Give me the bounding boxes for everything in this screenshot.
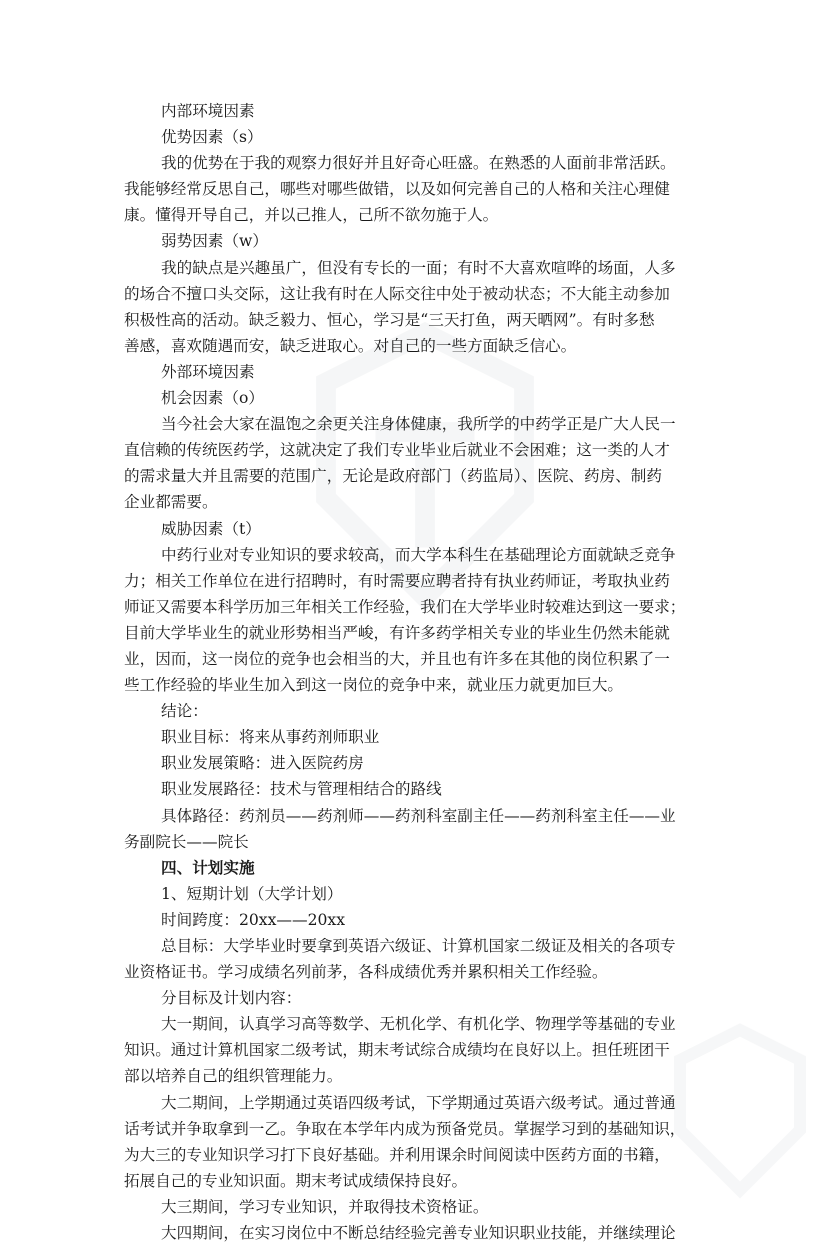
paragraph-line: 康。懂得开导自己，并以己推人，己所不欲勿施于人。 [124, 206, 499, 225]
overall-goal-line: 业资格证书。学习成绩名列前茅，各科成绩优秀并累积相关工作经验。 [124, 963, 608, 982]
career-strategy: 职业发展策略：进入医院药房 [161, 754, 364, 773]
paragraph-line: 我的缺点是兴趣虽广，但没有专长的一面；有时不大喜欢喧哗的场面，人多 [161, 258, 676, 277]
time-span: 时间跨度：20xx——20xx [161, 910, 346, 929]
paragraph-line: 目前大学毕业生的就业形势相当严峻，有许多药学相关专业的毕业生仍然未能就 [124, 623, 670, 642]
threats-heading: 威胁因素（t） [161, 519, 261, 538]
paragraph-line: 企业都需要。 [124, 493, 218, 512]
paragraph-line: 些工作经验的毕业生加入到这一岗位的竞争中来，就业压力就更加巨大。 [124, 676, 624, 695]
year3-line: 大三期间，学习专业知识，并取得技术资格证。 [161, 1197, 489, 1216]
paragraph-line: 的场合不擅口头交际，这让我有时在人际交往中处于被动状态；不大能主动参加 [124, 284, 670, 303]
year2-line: 为大三的专业知识学习打下良好基础。并利用课余时间阅读中医药方面的书籍， [124, 1145, 670, 1164]
external-heading: 外部环境因素 [161, 362, 255, 381]
strengths-heading: 优势因素（s） [161, 128, 263, 147]
opportunities-heading: 机会因素（o） [161, 389, 264, 408]
paragraph-line: 我的优势在于我的观察力很好并且好奇心旺盛。在熟悉的人面前非常活跃。 [161, 154, 676, 173]
paragraph-line: 我能够经常反思自己，哪些对哪些做错，以及如何完善自己的人格和关注心理健 [124, 180, 670, 199]
paragraph-line: 中药行业对专业知识的要求较高，而大学本科生在基础理论方面就缺乏竞争 [161, 545, 676, 564]
paragraph-line: 的需求量大并且需要的范围广，无论是政府部门（药监局）、医院、药房、制药 [124, 467, 662, 486]
year1-line: 知识。通过计算机国家二级考试，期末考试综合成绩均在良好以上。担任班团干 [124, 1041, 670, 1060]
section4-heading: 四、计划实施 [161, 858, 255, 877]
specific-path-line: 具体路径：药剂员——药剂师——药剂科室副主任——药剂科室主任——业 [161, 806, 676, 825]
weaknesses-heading: 弱势因素（w） [161, 232, 268, 251]
paragraph-line: 师证又需要本科学历加三年相关工作经验，我们在大学毕业时较难达到这一要求； [124, 597, 686, 616]
short-term-heading: 1、短期计划（大学计划） [161, 884, 343, 903]
year2-line: 话考试并争取拿到一乙。争取在本学年内成为预备党员。掌握学习到的基础知识， [124, 1119, 686, 1138]
paragraph-line: 积极性高的活动。缺乏毅力、恒心，学习是“三天打鱼，两天晒网”。有时多愁 [124, 310, 655, 329]
overall-goal-line: 总目标：大学毕业时要拿到英语六级证、计算机国家二级证及相关的各项专 [161, 937, 676, 955]
specific-path-line: 务副院长——院长 [124, 832, 249, 851]
career-path: 职业发展路径：技术与管理相结合的路线 [161, 780, 442, 799]
paragraph-line: 力；相关工作单位在进行招聘时，有时需要应聘者持有执业药师证，考取执业药 [124, 571, 670, 590]
year1-line: 部以培养自己的组织管理能力。 [124, 1067, 343, 1086]
year1-line: 大一期间，认真学习高等数学、无机化学、有机化学、物理学等基础的专业 [161, 1015, 676, 1034]
conclusion-heading: 结论： [161, 702, 208, 721]
career-goal: 职业目标：将来从事药剂师职业 [161, 728, 380, 747]
paragraph-line: 业，因而，这一岗位的竞争也会相当的大，并且也有许多在其他的岗位积累了一 [124, 649, 670, 668]
year4-line: 大四期间，在实习岗位中不断总结经验完善专业知识职业技能，并继续理论 [161, 1224, 676, 1243]
year2-line: 大二期间，上学期通过英语四级考试，下学期通过英语六级考试。通过普通 [161, 1093, 676, 1112]
paragraph-line: 善感，喜欢随遇而安，缺乏进取心。对自己的一些方面缺乏信心。 [124, 336, 577, 355]
paragraph-line: 直信赖的传统医药学，这就决定了我们专业毕业后就业不会困难；这一类的人才 [124, 441, 670, 460]
year2-line: 拓展自己的专业知识面。期末考试成绩保持良好。 [124, 1171, 468, 1190]
sub-goals-heading: 分目标及计划内容： [161, 989, 302, 1008]
document-body [124, 98, 714, 1246]
paragraph-line: 当今社会大家在温饱之余更关注身体健康，我所学的中药学正是广大人民一 [161, 415, 676, 434]
internal-heading: 内部环境因素 [161, 102, 255, 120]
